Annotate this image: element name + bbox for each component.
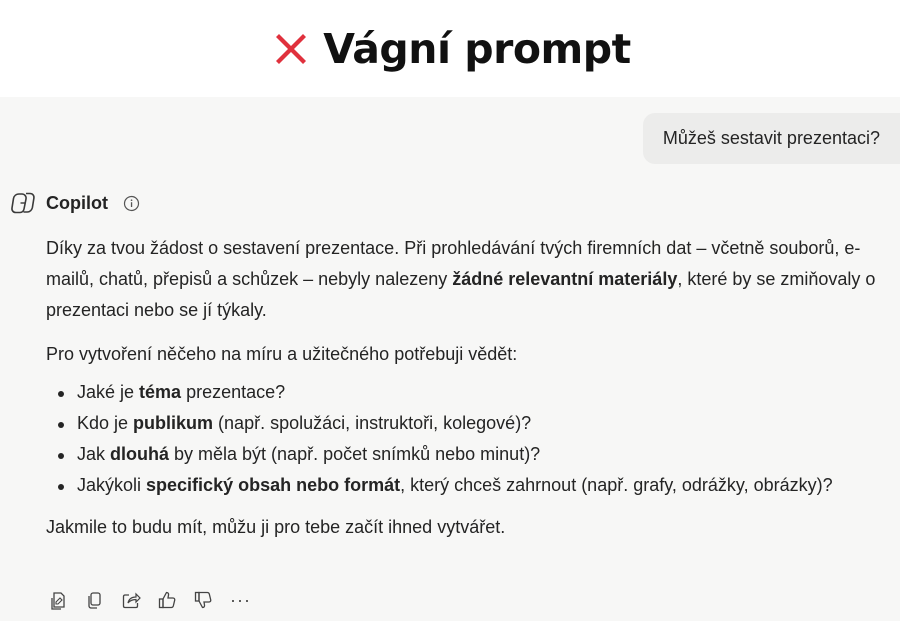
emphasis-no-materials: žádné relevantní materiály	[452, 269, 678, 289]
message-paragraph-request: Pro vytvoření něčeho na míru a užitečného potřebuji vědět:	[46, 344, 518, 364]
thumbs-down-icon[interactable]	[192, 589, 214, 611]
message-paragraph-intro: Díky za tvou žádost o sestavení prezentace. Při prohledávání tvých firemních dat – včetně souborů, e-mailů, chatů, přepisů a schůzek – nebyly nalezeny žádné relevantní materiály, které by se zmiňovaly o prezentaci nebo se jí týkaly.	[46, 238, 876, 320]
assistant-header	[10, 190, 140, 216]
question-audience: Kdo je publikum (např. spolužáci, instruktoři, kolegové)?	[58, 408, 876, 439]
header-title-group	[269, 25, 630, 73]
message-actions-toolbar	[48, 589, 251, 611]
assistant-message	[46, 233, 876, 543]
question-length: Jak dlouhá by měla být (např. počet snímků nebo minut)?	[58, 439, 876, 470]
copy-icon[interactable]	[84, 589, 106, 611]
header-title: Vágní prompt	[323, 24, 631, 73]
chat-area	[0, 97, 900, 621]
question-list	[46, 377, 876, 501]
edit-in-pages-icon[interactable]	[48, 589, 70, 611]
red-x-icon	[269, 27, 313, 71]
message-paragraph-closing: Jakmile to budu mít, můžu ji pro tebe začít ihned vytvářet.	[46, 517, 506, 537]
info-icon[interactable]	[123, 195, 140, 212]
question-topic: Jaké je téma prezentace?	[58, 377, 876, 408]
assistant-name: Copilot	[46, 192, 108, 213]
thumbs-up-icon[interactable]	[156, 589, 178, 611]
copilot-logo-icon	[10, 190, 36, 216]
share-icon[interactable]	[120, 589, 142, 611]
more-options-button[interactable]: ···	[230, 590, 251, 610]
question-content-format: Jakýkoli specifický obsah nebo formát, který chceš zahrnout (např. grafy, odrážky, obrázky)?	[58, 470, 876, 501]
user-message-bubble: Můžeš sestavit prezentaci?	[643, 113, 900, 164]
slide-header	[0, 0, 900, 97]
